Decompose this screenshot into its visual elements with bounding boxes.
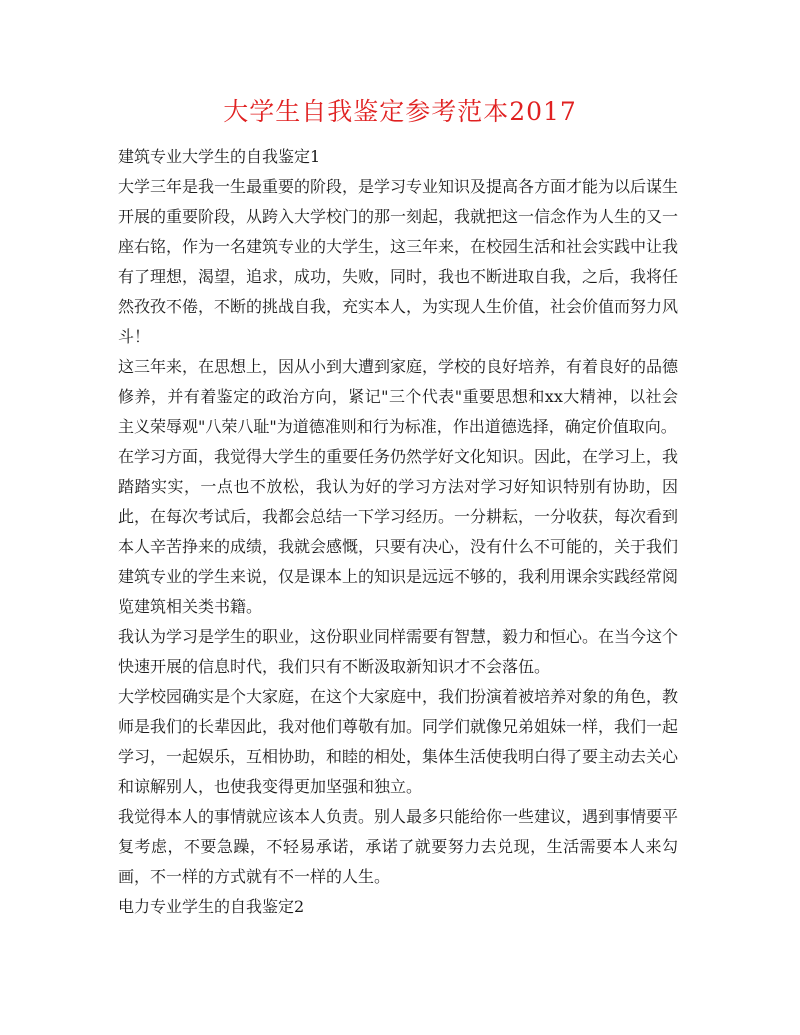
paragraph-career: 我认为学习是学生的职业，这份职业同样需要有智慧，毅力和恒心。在当今这个快速开展的信息时代，我们只有不断汲取新知识才不会落伍。 — [118, 627, 679, 676]
paragraph-study: 在学习方面，我觉得大学生的重要任务仍然学好文化知识。因此，在学习上，我踏踏实实，一点也不放松，我认为好的学习方法对学习好知识特别有协助，因此，在每次考试后，我都会总结一下学习经历。一分耕耘，一分收获，每次看到本人辛苦挣来的成绩，我就会感慨，只要有决心，没有什么不可能的，关于我们建筑专业的学生来说，仅是课本上的知识是远远不够的，我利用课余实践经常阅览建筑相关类书籍。 — [118, 447, 679, 616]
paragraph-responsibility: 我觉得本人的事情就应该本人负责。别人最多只能给你一些建议，遇到事情要平复考虑，不要急躁，不轻易承诺，承诺了就要努力去兑现，生活需要本人来勾画，不一样的方式就有不一样的人生。 — [118, 807, 679, 886]
document-title: 大学生自我鉴定参考范本2017 — [223, 97, 577, 126]
paragraph-intro: 大学三年是我一生最重要的阶段，是学习专业知识及提高各方面才能为以后谋生开展的重要阶段，从跨入大学校门的那一刻起，我就把这一信念作为人生的又一座右铭，作为一名建筑专业的大学生，这三年来，在校园生活和社会实践中让我有了理想，渴望，追求，成功，失败，同时，我也不断进取自我，之后，我将任然孜孜不倦，不断的挑战自我，充实本人，为实现人生价值，社会价值而努力风斗！ — [118, 177, 679, 346]
section-heading-1: 建筑专业大学生的自我鉴定1 — [118, 147, 321, 166]
paragraph-thought: 这三年来，在思想上，因从小到大遭到家庭，学校的良好培养，有着良好的品德修养，并有着鉴定的政治方向，紧记"三个代表"重要思想和xx大精神，以社会主义荣辱观"八荣八耻"为道德准则和行为标准，作出道德选择，确定价值取向。 — [118, 357, 679, 436]
document-body — [118, 142, 678, 922]
paragraph-campus: 大学校园确实是个大家庭，在这个大家庭中，我们扮演着被培养对象的角色，教师是我们的长辈因此，我对他们尊敬有加。同学们就像兄弟姐妹一样，我们一起学习，一起娱乐，互相协助，和睦的相处，集体生活使我明白得了要主动去关心和谅解别人，也使我变得更加坚强和独立。 — [118, 687, 679, 796]
section-heading-2: 电力专业学生的自我鉴定2 — [118, 897, 305, 916]
